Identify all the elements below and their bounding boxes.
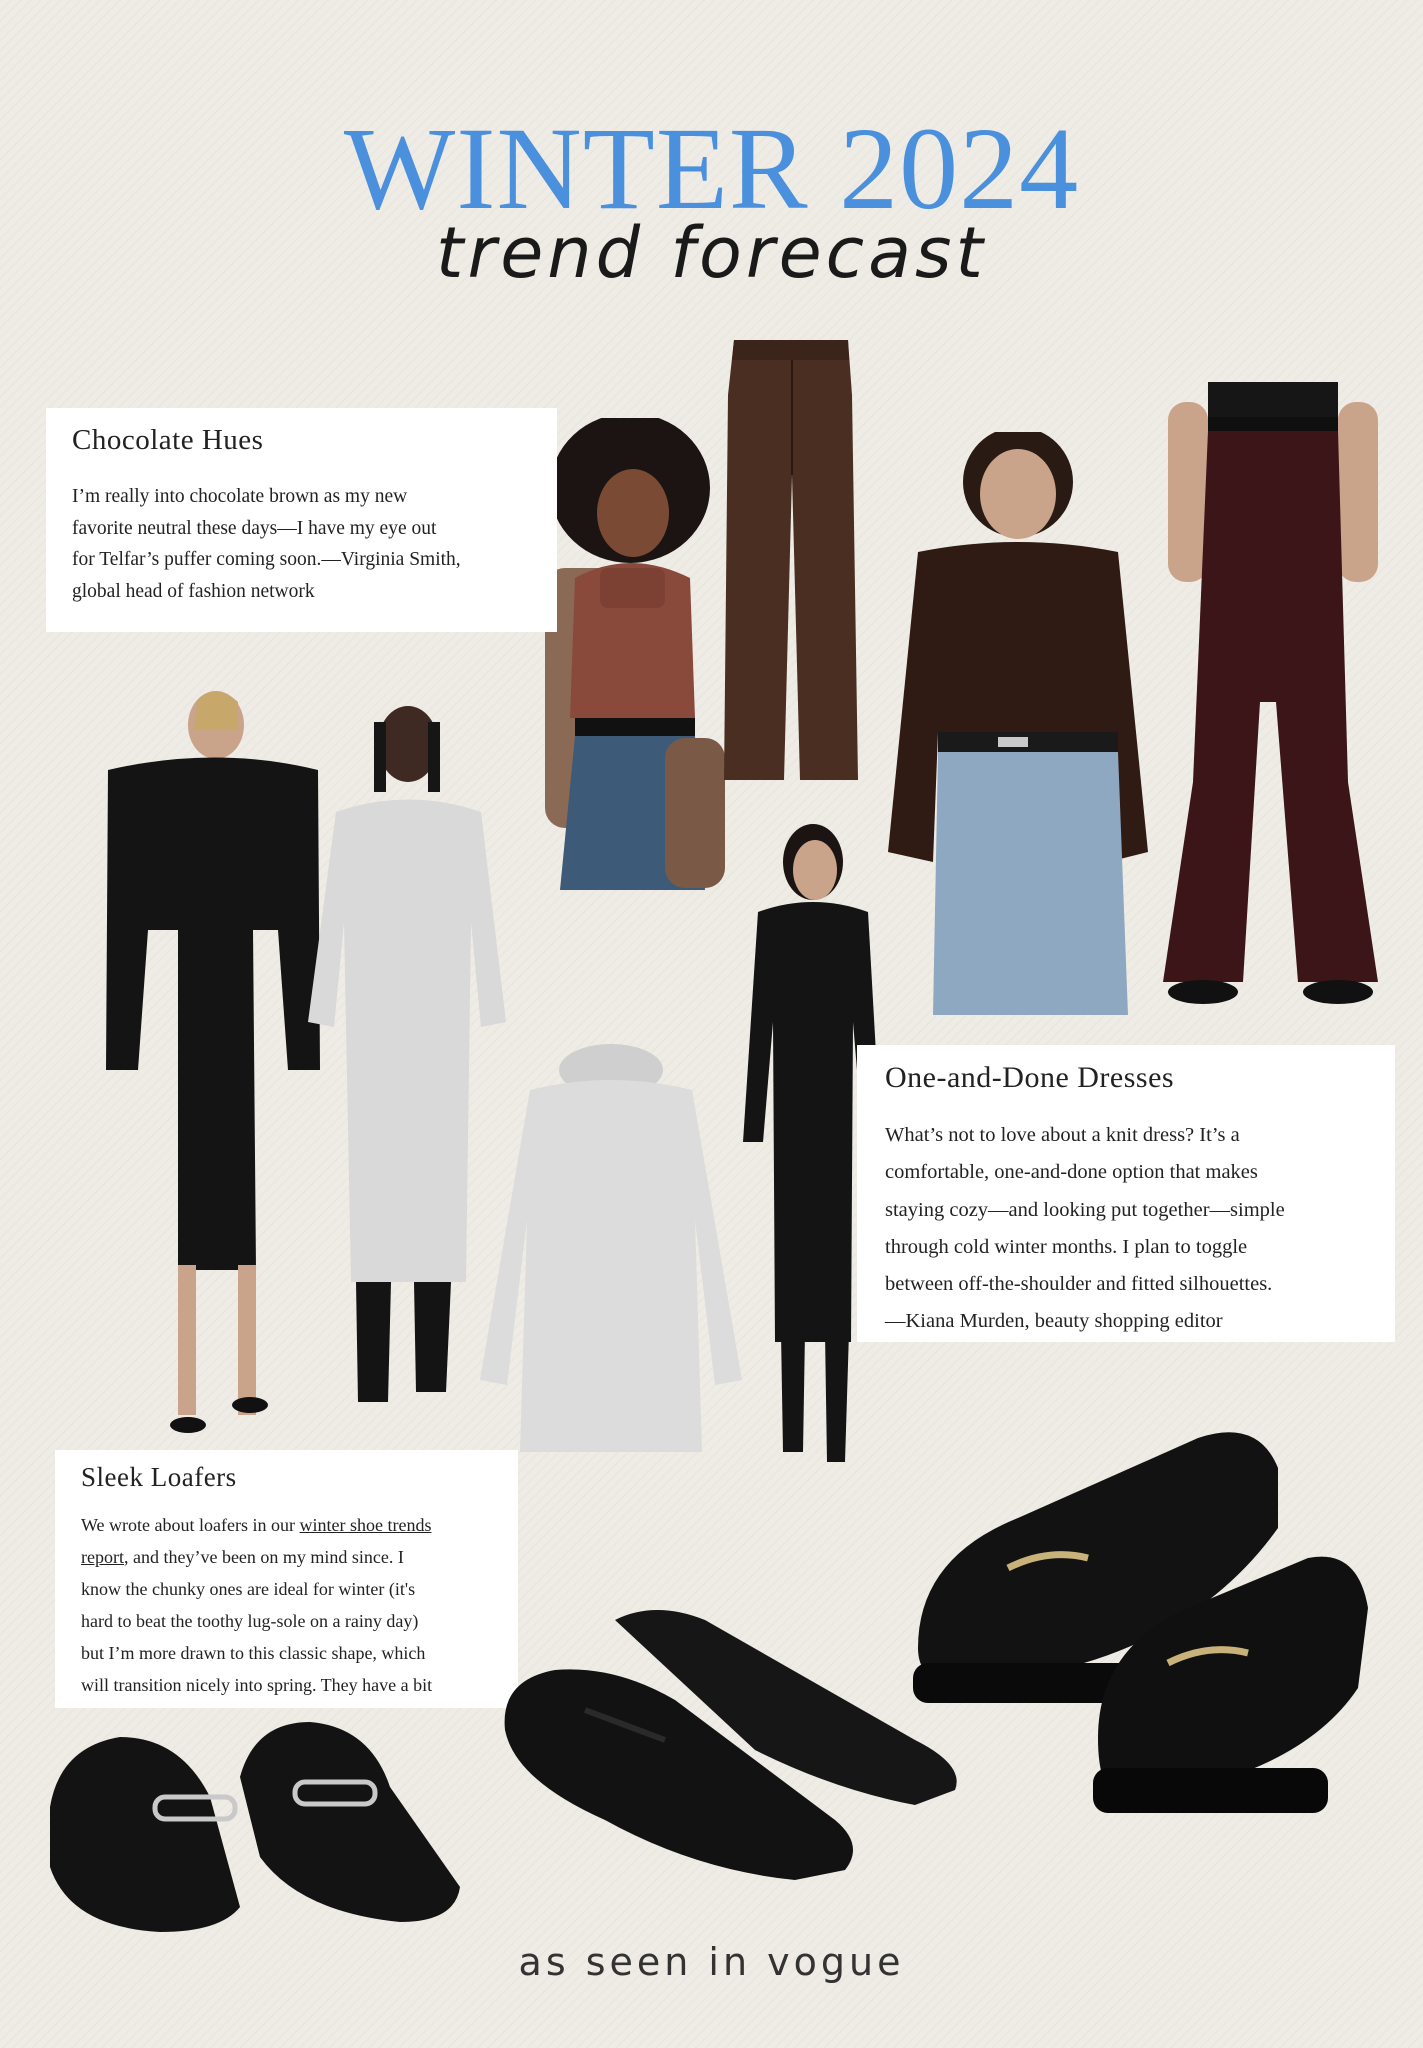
loafers-text: We wrote about loafers in our [81, 1515, 300, 1535]
sleek-loafers-text [81, 1509, 492, 1701]
dresses-line: —Kiana Murden, beauty shopping editor [885, 1310, 1223, 1333]
footer-caption: as seen in vogue [518, 1940, 905, 1984]
loafers-line: will transition nicely into spring. They have a bit [81, 1675, 433, 1696]
chocolate-hues-text [72, 481, 531, 607]
dresses-line: between off-the-shoulder and fitted silhouettes. [885, 1273, 1273, 1296]
sleek-loafers-heading: Sleek Loafers [81, 1462, 237, 1492]
report-link[interactable]: report [81, 1547, 124, 1568]
page-subtitle: trend forecast [436, 212, 987, 294]
loafers-line [81, 1541, 492, 1573]
brown-jeans-photo [722, 335, 860, 785]
dresses-line: through cold winter months. I plan to toggle [885, 1235, 1248, 1258]
loafers-line [81, 1509, 492, 1541]
chocolate-line: for Telfar’s puffer coming soon.—Virginia Smith, [72, 549, 461, 571]
sleek-loafers-card [55, 1450, 518, 1708]
chocolate-line: I’m really into chocolate brown as my new [72, 486, 408, 507]
winter-shoe-trends-link[interactable]: winter shoe trends [299, 1515, 432, 1535]
chocolate-line: favorite neutral these days—I have my eye out [72, 517, 437, 539]
black-knit-dress-model-photo [88, 690, 328, 1450]
loafers-line: but I’m more drawn to this classic shape, which [81, 1643, 426, 1664]
dresses-line: comfortable, one-and-done option that makes [885, 1161, 1258, 1184]
loafers-text: , and they’ve been on my mind since. I [123, 1547, 404, 1568]
loafers-line: know the chunky ones are ideal for winter (it's [81, 1579, 416, 1600]
dresses-line: What’s not to love about a knit dress? It’s a [885, 1124, 1240, 1146]
page-title: WINTER 2024 [343, 103, 1080, 234]
classic-penny-loafers-photo [495, 1590, 971, 1890]
chocolate-hues-card [46, 408, 557, 632]
burgundy-corduroy-model-photo [1148, 382, 1388, 1014]
grey-sweater-dress-photo [470, 1040, 752, 1452]
loafers-line: hard to beat the toothy lug-sole on a rainy day) [81, 1611, 419, 1632]
chocolate-line: global head of fashion network [72, 580, 315, 602]
chain-loafers-photo [40, 1707, 470, 1942]
one-and-done-dresses-heading: One-and-Done Dresses [885, 1061, 1175, 1094]
chocolate-hues-heading: Chocolate Hues [72, 424, 264, 456]
dresses-line: staying cozy—and looking put together—simple [885, 1198, 1285, 1221]
one-and-done-dresses-text [885, 1117, 1367, 1341]
bodysuit-model-photo [878, 432, 1163, 1015]
one-and-done-dresses-card [857, 1045, 1395, 1342]
